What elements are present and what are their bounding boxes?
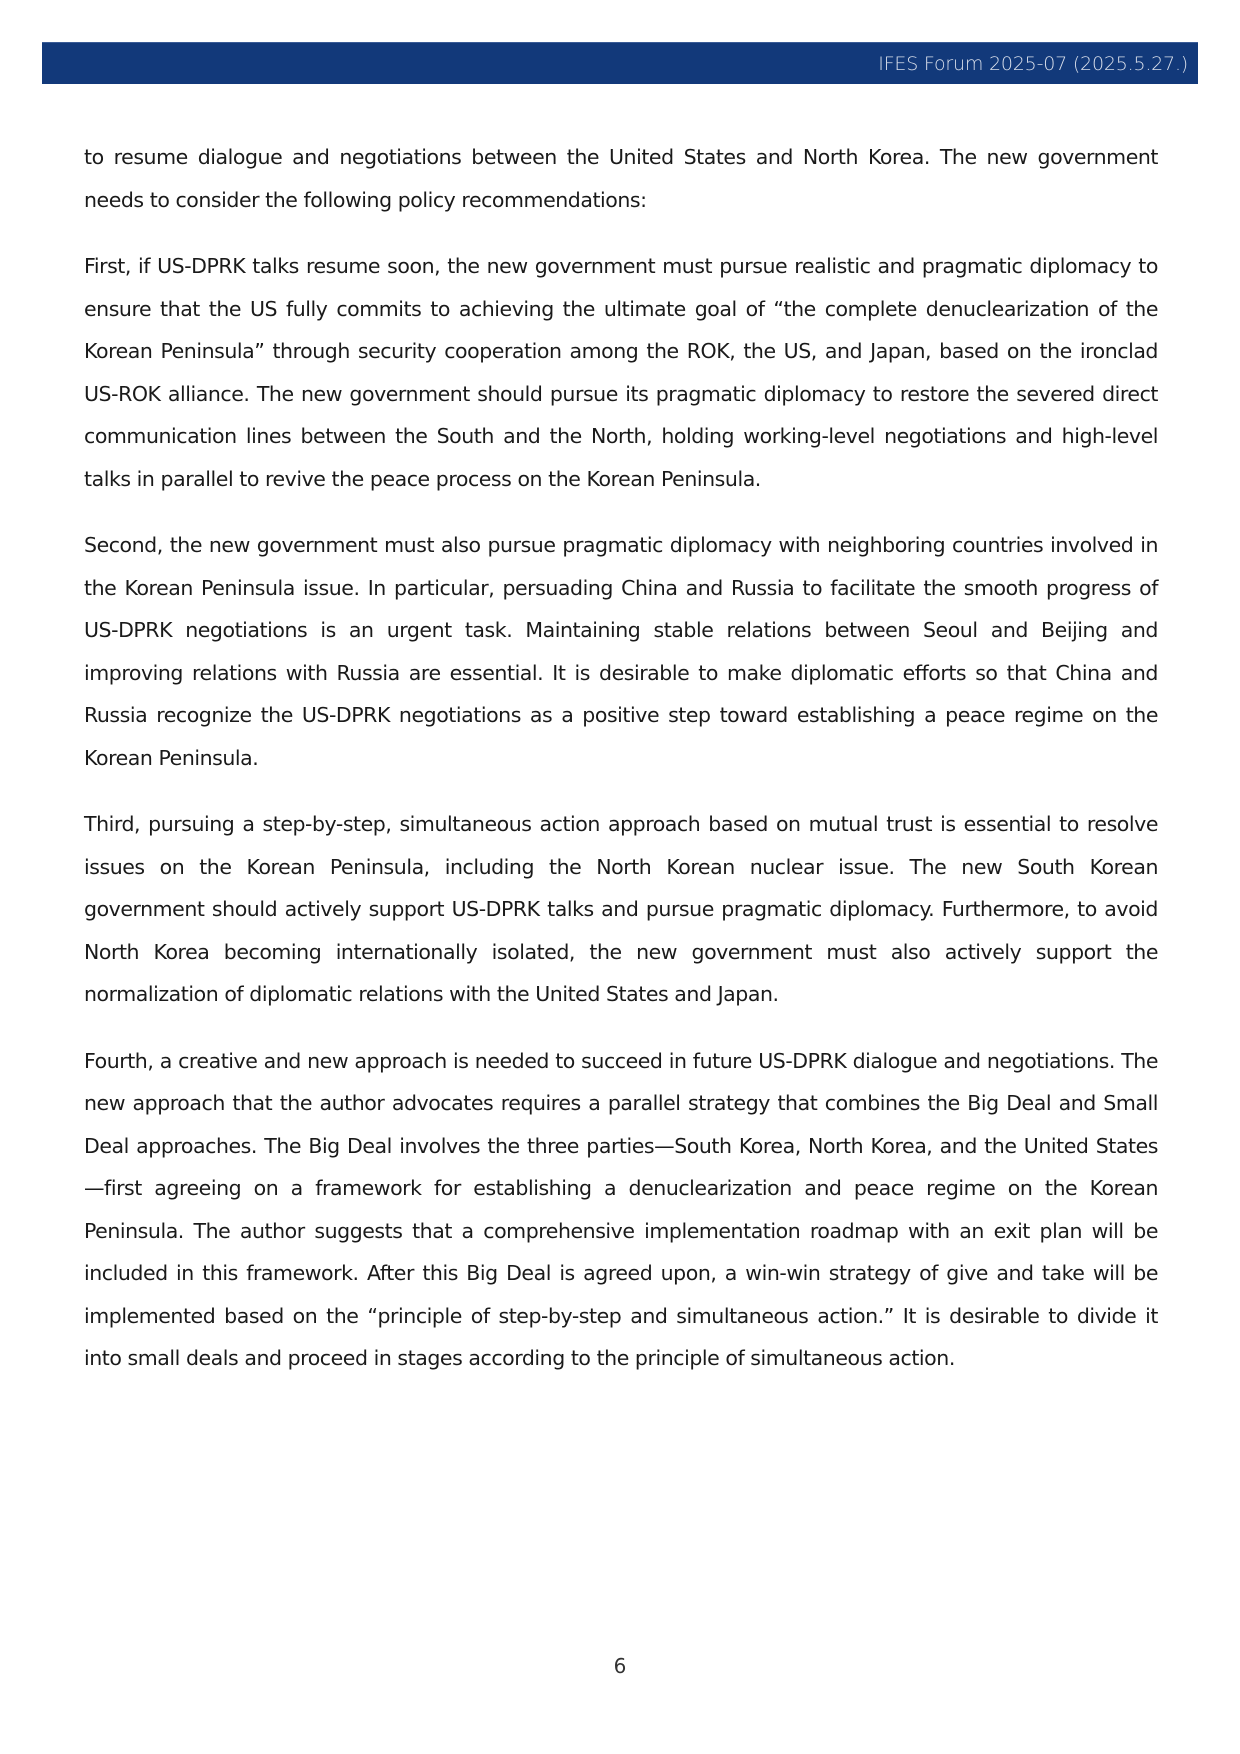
- paragraph-fourth-recommendation: Fourth, a creative and new approach is needed to succeed in future US-DPRK dialogue and negotiations. The new approach that the author advocates requires a parallel strategy that combines the Big Deal and Small Deal approaches. The Big Deal involves the three parties—South Korea, North Korea, and the United States —first agreeing on a framework for establishing a denuclearization and peace regime on the Korean Peninsula. The author suggests that a comprehensive implementation roadmap with an exit plan will be included in this framework. After this Big Deal is agreed upon, a win-win strategy of give and take will be implemented based on the “principle of step-by-step and simultaneous action.” It is desirable to divide it into small deals and proceed in stages according to the principle of simultaneous action.: [84, 1048, 1158, 1370]
- paragraph-second-recommendation: Second, the new government must also pursue pragmatic diplomacy with neighboring countries involved in the Korean Peninsula issue. In particular, persuading China and Russia to facilitate the smooth progress of US-DPRK negotiations is an urgent task. Maintaining stable relations between Seoul and Beijing and improving relations with Russia are essential. It is desirable to make diplomatic efforts so that China and Russia recognize the US-DPRK negotiations as a positive step toward establishing a peace regime on the Korean Peninsula.: [84, 533, 1158, 770]
- paragraph-first-recommendation: First, if US-DPRK talks resume soon, the new government must pursue realistic and pragmatic diplomacy to ensure that the US fully commits to achieving the ultimate goal of “the complete denuclearization of the Korean Peninsula” through security cooperation among the ROK, the US, and Japan, based on the ironclad US-ROK alliance. The new government should pursue its pragmatic diplomacy to restore the severed direct communication lines between the South and the North, holding working-level negotiations and high-level talks in parallel to revive the peace process on the Korean Peninsula.: [84, 254, 1158, 491]
- page-number: 6: [613, 1654, 627, 1678]
- header-bar: [42, 42, 1198, 84]
- publication-title: IFES Forum 2025-07 (2025.5.27.): [878, 52, 1188, 75]
- body-text: [84, 136, 1158, 1404]
- paragraph-third-recommendation: Third, pursuing a step-by-step, simultaneous action approach based on mutual trust is essential to resolve issues on the Korean Peninsula, including the North Korean nuclear issue. The new South Korean government should actively support US-DPRK talks and pursue pragmatic diplomacy. Furthermore, to avoid North Korea becoming internationally isolated, the new government must also actively support the normalization of diplomatic relations with the United States and Japan.: [84, 812, 1158, 1006]
- paragraph-intro: to resume dialogue and negotiations between the United States and North Korea. The new government needs to consider the following policy recommendations:: [84, 145, 1158, 212]
